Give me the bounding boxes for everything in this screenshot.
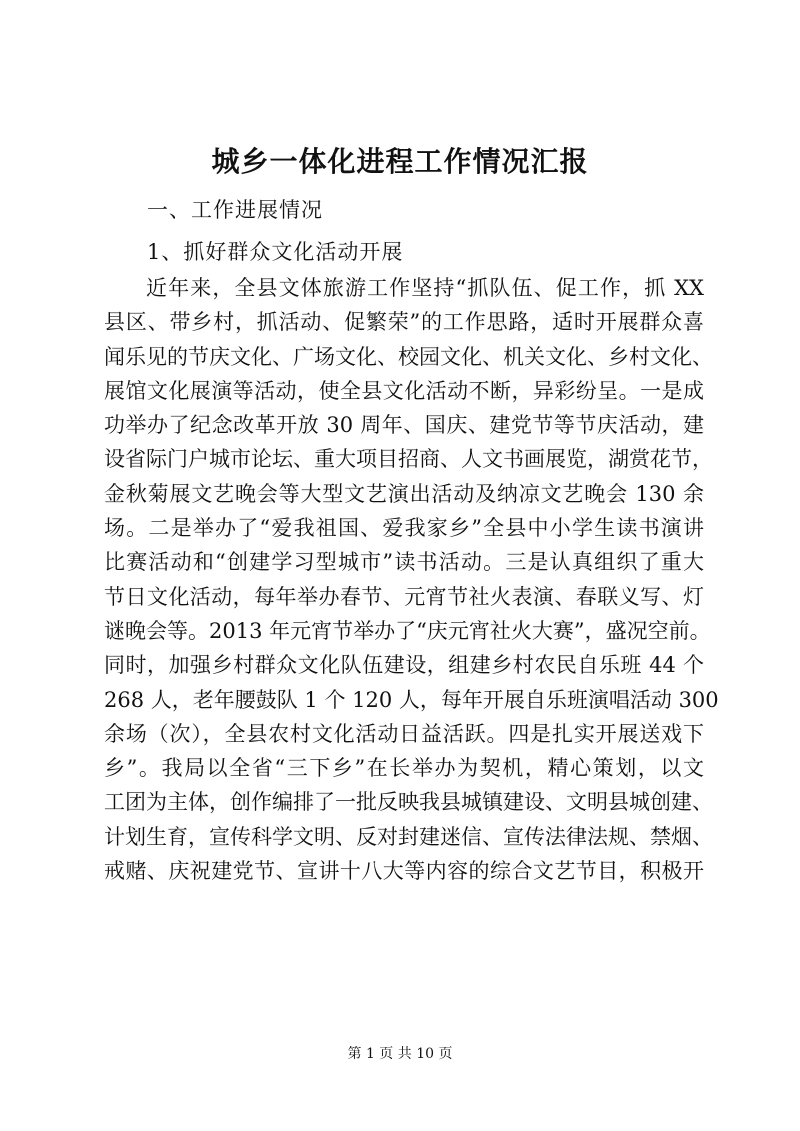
section-heading: 一、工作进展情况 — [147, 198, 323, 222]
page-number-footer: 第 1 页 共 10 页 — [347, 1046, 453, 1062]
text-line: 展馆文化展演等活动，使全县文化活动不断，异彩纷呈。一是成 — [104, 378, 704, 403]
text-line: 节日文化活动，每年举办春节、元宵节社火表演、春联义写、灯 — [104, 584, 704, 609]
text-line: 工团为主体，创作编排了一批反映我县城镇建设、文明县城创建、 — [104, 790, 713, 815]
text-line: 设省际门户城市论坛、重大项目招商、人文书画展览，湖赏花节， — [104, 447, 713, 472]
text-line: 近年来，全县文体旅游工作坚持“抓队伍、促工作，抓 XX — [146, 276, 704, 300]
text-line: 金秋菊展文艺晚会等大型文艺演出活动及纳凉文艺晚会 130 余 — [104, 481, 704, 506]
text-line: 场。二是举办了“爱我祖国、爱我家乡”全县中小学生读书演讲 — [104, 516, 704, 541]
text-line: 268 人，老年腰鼓队 1 个 120 人，每年开展自乐班演唱活动 300 — [104, 687, 719, 712]
text-line: 乡”。我局以全省“三下乡”在长举办为契机，精心策划，以文 — [104, 756, 704, 781]
document-title: 城乡一体化进程工作情况汇报 — [211, 145, 589, 178]
subsection-heading: 1、抓好群众文化活动开展 — [147, 240, 404, 264]
text-line: 计划生育，宣传科学文明、反对封建迷信、宣传法律法规、禁烟、 — [104, 824, 713, 849]
text-line: 余场（次），全县农村文化活动日益活跃。四是扎实开展送戏下 — [104, 721, 704, 746]
body-paragraph — [104, 271, 719, 888]
text-line: 同时，加强乡村群众文化队伍建设，组建乡村农民自乐班 44 个 — [104, 653, 704, 678]
text-line: 戒赌、庆祝建党节、宣讲十八大等内容的综合文艺节目，积极开 — [104, 859, 704, 884]
text-line: 县区、带乡村，抓活动、促繁荣”的工作思路，适时开展群众喜 — [104, 310, 704, 335]
text-line: 功举办了纪念改革开放 30 周年、国庆、建党节等节庆活动，建 — [104, 413, 704, 438]
text-line: 闻乐见的节庆文化、广场文化、校园文化、机关文化、乡村文化、 — [104, 344, 713, 369]
text-line: 谜晚会等。2013 年元宵节举办了“庆元宵社火大赛”，盛况空前。 — [104, 618, 711, 643]
text-line: 比赛活动和“创建学习型城市”读书活动。三是认真组织了重大 — [104, 550, 704, 575]
